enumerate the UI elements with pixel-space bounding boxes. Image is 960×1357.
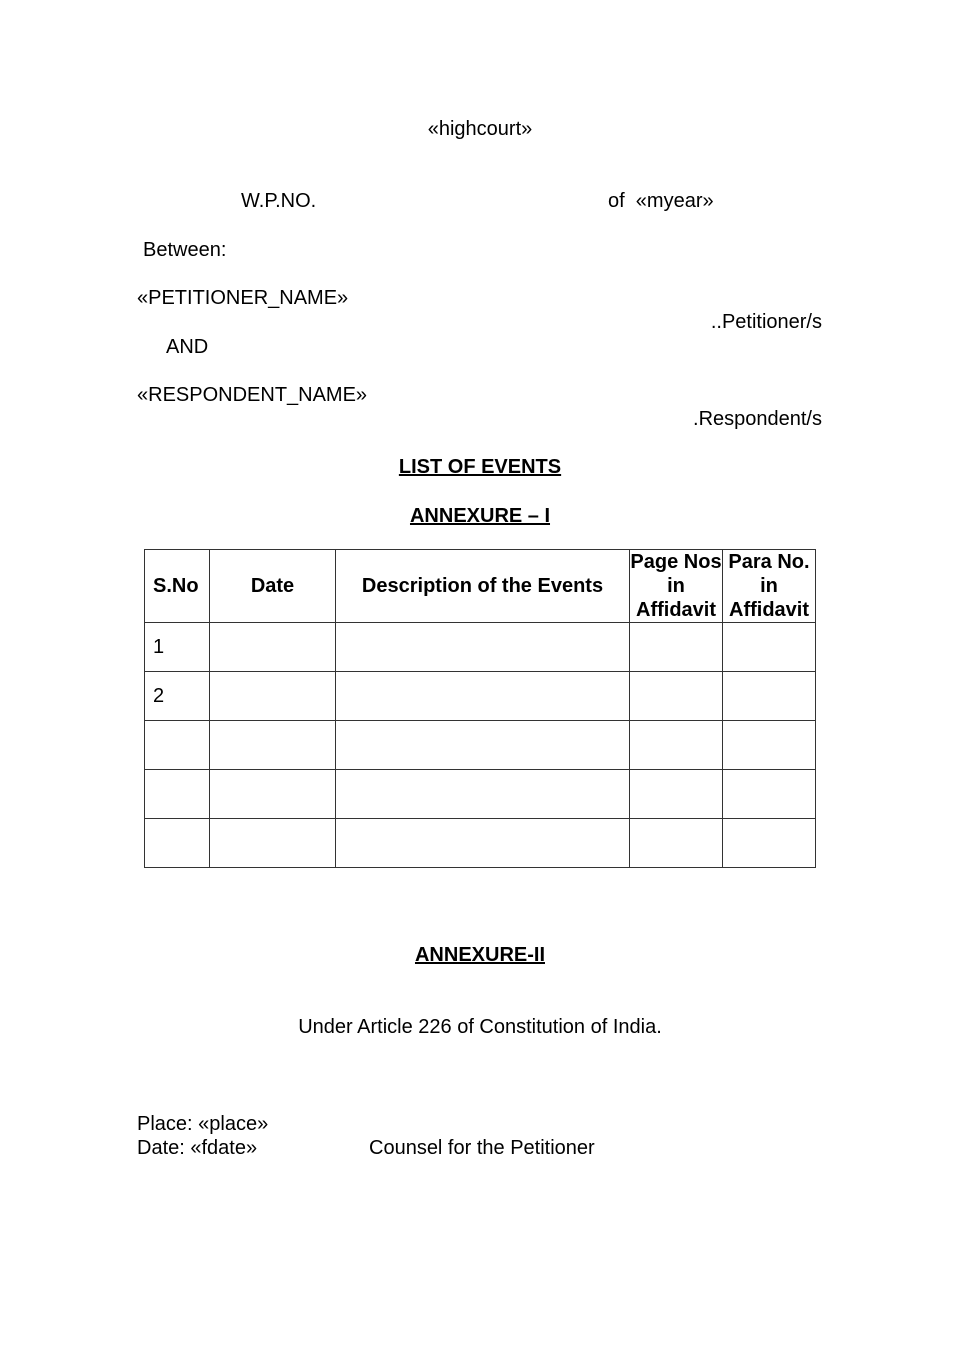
cell-description: [336, 672, 630, 721]
cell-date: [210, 770, 336, 819]
petitioner-role: ..Petitioner/s: [710, 311, 822, 333]
cell-sno: 1: [145, 623, 210, 672]
cell-sno: [145, 721, 210, 770]
cell-date: [210, 819, 336, 868]
cell-para-no: [723, 721, 816, 770]
cell-para-no: [723, 819, 816, 868]
date-label: Date: «fdate»: [137, 1137, 258, 1159]
column-header-date: Date: [210, 550, 336, 623]
cell-page-nos: [630, 623, 723, 672]
cell-sno: [145, 819, 210, 868]
counsel-label: Counsel for the Petitioner: [369, 1137, 595, 1159]
cell-date: [210, 721, 336, 770]
table-row: [145, 819, 816, 868]
between-label: Between:: [143, 239, 227, 261]
column-header-sno: S.No: [145, 550, 210, 623]
annexure-1-title: ANNEXURE – I: [409, 505, 551, 527]
cell-sno: [145, 770, 210, 819]
petitioner-name: «PETITIONER_NAME»: [137, 287, 349, 309]
cell-description: [336, 770, 630, 819]
table-header-row: [145, 550, 816, 623]
place-label: Place: «place»: [137, 1113, 269, 1135]
table-row: [145, 623, 816, 672]
respondent-role: .Respondent/s: [693, 408, 822, 430]
annexure-2-text: Under Article 226 of Constitution of India.: [298, 1016, 662, 1038]
column-header-description: Description of the Events: [336, 550, 630, 623]
cell-para-no: [723, 770, 816, 819]
cell-description: [336, 819, 630, 868]
cell-description: [336, 721, 630, 770]
cell-sno: 2: [145, 672, 210, 721]
court-name: «highcourt»: [427, 118, 533, 140]
list-of-events-title: LIST OF EVENTS: [398, 456, 562, 478]
year-label: of «myear»: [608, 190, 714, 212]
cell-description: [336, 623, 630, 672]
cell-para-no: [723, 672, 816, 721]
wp-number-label: W.P.NO.: [241, 190, 317, 212]
events-table: [144, 549, 816, 868]
table-row: [145, 672, 816, 721]
table-row: [145, 770, 816, 819]
cell-page-nos: [630, 770, 723, 819]
and-label: AND: [166, 336, 209, 358]
cell-para-no: [723, 623, 816, 672]
table-row: [145, 721, 816, 770]
cell-page-nos: [630, 819, 723, 868]
cell-date: [210, 672, 336, 721]
respondent-name: «RESPONDENT_NAME»: [137, 384, 368, 406]
annexure-2-title: ANNEXURE-II: [414, 944, 545, 966]
cell-page-nos: [630, 672, 723, 721]
cell-date: [210, 623, 336, 672]
column-header-para-no: Para No. in Affidavit: [723, 550, 816, 623]
column-header-page-nos: Page Nos in Affidavit: [630, 551, 722, 621]
cell-page-nos: [630, 721, 723, 770]
